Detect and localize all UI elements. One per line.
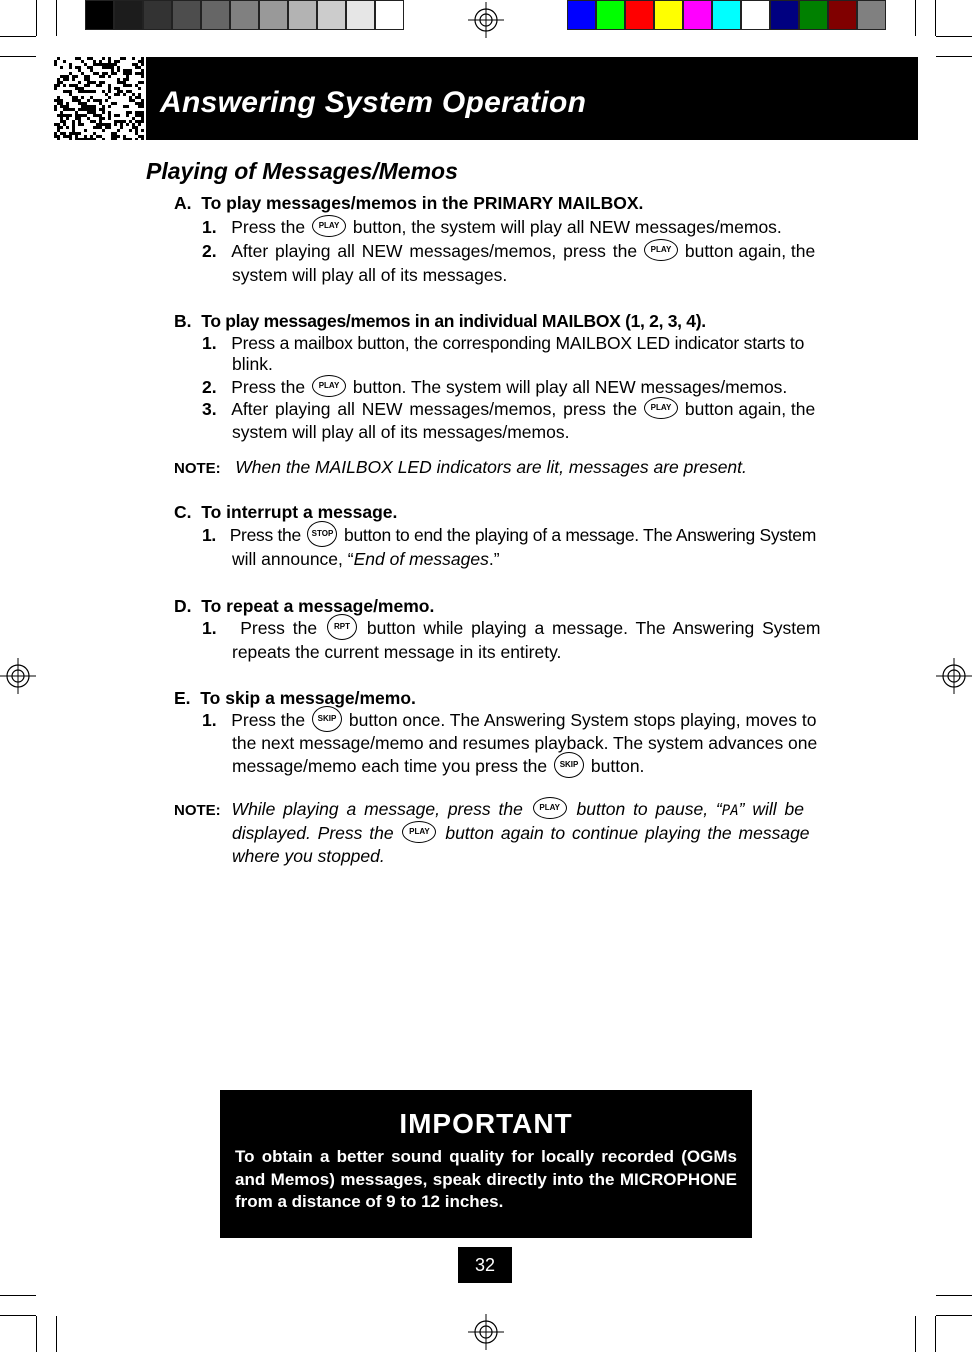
gray-swatch [346, 0, 375, 30]
crop-mark [915, 1316, 916, 1352]
step-number: 1. [202, 525, 216, 545]
announcement-text: End of messages [353, 549, 489, 569]
color-swatch [683, 0, 712, 30]
gray-swatch [201, 0, 230, 30]
step-number: 1. [202, 333, 217, 353]
color-swatch [596, 0, 625, 30]
step-number: 1. [202, 710, 217, 730]
step-text: the next message/memo and resumes playback. The system advances one [232, 733, 818, 753]
note-line [232, 822, 810, 844]
rpt-button-icon: RPT [327, 614, 357, 640]
registration-mark-icon [468, 2, 504, 38]
crop-mark [0, 56, 36, 57]
note-text-part: While playing a message, press the [231, 799, 523, 819]
registration-mark-icon [0, 658, 36, 694]
note-label: NOTE: [174, 460, 221, 477]
crop-mark [935, 0, 936, 36]
color-swatch [799, 0, 828, 30]
note-text-part: displayed. Press the [232, 823, 394, 843]
section-heading-text: To play messages/memos in an individual MAILBOX (1, 2, 3, 4). [201, 311, 706, 331]
crop-mark [915, 0, 916, 36]
step-text: .” [488, 549, 500, 569]
crop-mark [0, 1295, 36, 1296]
step-text: button once. The Answering System stops playing, moves to [348, 710, 817, 730]
section-a-heading [174, 192, 643, 214]
note-text: When the MAILBOX LED indicators are lit, messages are present. [235, 457, 747, 477]
section-title: Playing of Messages/Memos [146, 158, 458, 184]
list-item [232, 548, 500, 570]
list-item [202, 398, 815, 420]
step-text: button to end the playing of a message. The Answering System [344, 525, 817, 545]
step-text: will announce, “ [232, 549, 354, 569]
section-heading-text: To play messages/memos in the PRIMARY MAILBOX. [201, 193, 644, 213]
step-text: Press the [229, 525, 301, 545]
step-text: system will play all of its messages. [232, 265, 508, 285]
page-title: Answering System Operation [160, 86, 587, 119]
step-text: Press the [231, 710, 306, 730]
crop-mark [936, 1295, 972, 1296]
gray-swatch [230, 0, 259, 30]
gray-swatch [85, 0, 114, 30]
step-text: Press a mailbox button, the corresponding MAILBOX LED indicator starts to [231, 333, 805, 353]
play-button-icon: PLAY [402, 821, 436, 843]
gray-swatch [288, 0, 317, 30]
page-number: 32 [458, 1247, 512, 1283]
section-heading-text: To repeat a message/memo. [201, 596, 435, 616]
section-heading-text: To skip a message/memo. [200, 688, 416, 708]
color-swatch [567, 0, 596, 30]
step-text: system will play all of its messages/memos. [232, 422, 570, 442]
skip-button-icon: SKIP [312, 706, 342, 732]
gray-swatch [172, 0, 201, 30]
note [174, 798, 804, 822]
crop-mark [36, 1316, 37, 1352]
note-text [232, 799, 804, 819]
step-number: 2. [202, 241, 217, 261]
section-letter: B. [174, 311, 192, 331]
note-text-part: button to pause, “ [576, 799, 722, 819]
section-letter: E. [174, 688, 191, 708]
crop-mark [936, 36, 972, 37]
step-number: 1. [202, 618, 217, 638]
step-text: repeats the current message in its entirety. [232, 642, 562, 662]
step-number: 3. [202, 399, 217, 419]
list-item [202, 524, 816, 547]
step-text: message/memo each time you press the [232, 756, 548, 776]
color-swatch [770, 0, 799, 30]
crop-mark [936, 1315, 972, 1316]
step-text: button, the system will play all NEW messages/memos. [352, 217, 782, 237]
step-text: button again, the [684, 399, 816, 419]
note-text-part: button again to continue playing the message [445, 823, 810, 843]
section-heading-text: To interrupt a message. [201, 502, 398, 522]
note-label: NOTE: [174, 802, 221, 819]
play-button-icon: PLAY [312, 215, 346, 237]
gray-swatch [114, 0, 143, 30]
step-text: Press the [240, 618, 318, 638]
step-text: Press the [231, 217, 306, 237]
stop-button-icon: STOP [307, 521, 337, 547]
lcd-display-text: PA [721, 803, 739, 819]
list-item [202, 332, 804, 354]
crop-mark [56, 0, 57, 36]
note-text-part: where you stopped. [232, 846, 385, 866]
list-item [202, 240, 815, 262]
step-text: button while playing a message. The Answering System [366, 618, 821, 638]
color-swatch [741, 0, 770, 30]
step-text: Press the [231, 377, 306, 397]
gray-swatch [375, 0, 404, 30]
pattern-logo-icon [54, 57, 144, 140]
list-item [202, 216, 782, 238]
list-item [202, 617, 820, 640]
section-c-heading [174, 501, 397, 523]
crop-mark [36, 0, 37, 36]
color-swatch [828, 0, 857, 30]
step-number: 1. [202, 217, 217, 237]
important-box [220, 1090, 752, 1238]
color-swatch [712, 0, 741, 30]
play-button-icon: PLAY [644, 397, 678, 419]
list-item [232, 755, 644, 778]
crop-mark [0, 1315, 36, 1316]
play-button-icon: PLAY [644, 239, 678, 261]
crop-mark [56, 1316, 57, 1352]
crop-mark [936, 56, 972, 57]
registration-mark-icon [936, 658, 972, 694]
color-swatch [625, 0, 654, 30]
step-number: 2. [202, 377, 217, 397]
important-title: IMPORTANT [399, 1108, 573, 1139]
play-button-icon: PLAY [312, 375, 346, 397]
color-swatch [654, 0, 683, 30]
section-letter: A. [174, 193, 192, 213]
section-b-heading [174, 310, 706, 332]
section-letter: C. [174, 502, 192, 522]
color-swatch [857, 0, 886, 30]
crop-mark [0, 36, 36, 37]
registration-mark-icon [468, 1314, 504, 1350]
step-text: blink. [232, 354, 273, 374]
note [174, 456, 747, 480]
gray-swatch [317, 0, 346, 30]
step-text: button again, the [684, 241, 816, 261]
gray-swatch [143, 0, 172, 30]
skip-button-icon: SKIP [554, 752, 584, 778]
gray-swatch [259, 0, 288, 30]
section-e-heading [174, 687, 416, 709]
section-letter: D. [174, 596, 192, 616]
list-item [202, 376, 787, 398]
play-button-icon: PLAY [533, 797, 567, 819]
important-text: To obtain a better sound quality for locally recorded (OGMs and Memos) messages, speak directly into the MICROPHONE from a distance of 9 to 12 inches. [235, 1147, 737, 1211]
step-text: button. The system will play all NEW messages/memos. [352, 377, 788, 397]
crop-mark [935, 1316, 936, 1352]
note-text-part: ” will be [738, 799, 804, 819]
step-text: After playing all NEW messages/memos, press the [231, 241, 638, 261]
step-text: After playing all NEW messages/memos, press the [231, 399, 638, 419]
section-d-heading [174, 595, 434, 617]
step-text: button. [590, 756, 645, 776]
list-item [202, 709, 816, 732]
